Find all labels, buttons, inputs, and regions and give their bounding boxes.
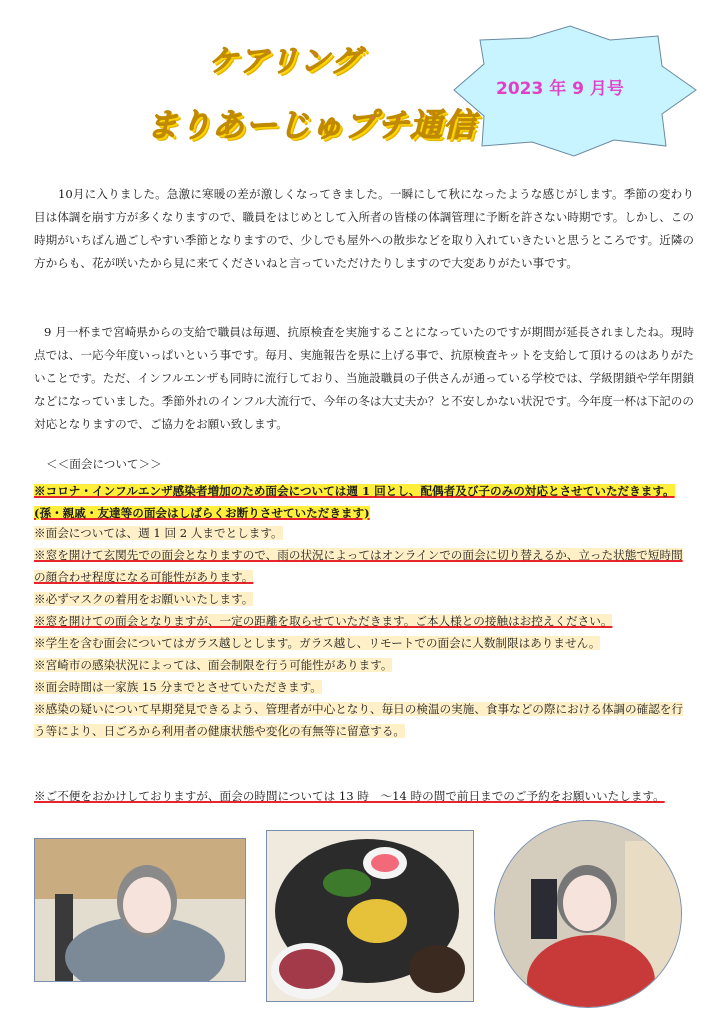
notice-text: ※コロナ・インフルエンザ感染者増加のため面会については週 1 回とし、配偶者及び子のみの対応とさせていただきます。(孫・親戚・友達等の面会はしばらくお断りさせていただきます): [34, 484, 675, 520]
resident-photo-1: [34, 838, 246, 982]
notice-covid-restriction: [34, 480, 694, 524]
antigen-paragraph: 9 月一杯まで宮崎県からの支給で職員は毎週、抗原検査を実施することになっていたのですが期間が延長されましたね。現時点では、一応今年度いっぱいという事です。毎月、実施報告を県に上げる事で、抗原検査キットを支給して頂けるのはありがたいことです。ただ、インフルエンザも同時に流行しており、当施設職員の子供さんが通っている学校では、学級閉鎖や学年閉鎖などになっていました。季節外れのインフル大流行で、今年の冬は大丈夫か？と不安しかない状況です。今年度一杯は下記のの対応となりますので、ご協力をお願い致します。: [34, 325, 694, 431]
resident-photo-1-drawing: [35, 839, 245, 981]
issue-date: 2023 年 9 月号: [496, 79, 624, 99]
resident-photo-2-drawing: [495, 821, 681, 1007]
resident-photo-2: [494, 820, 682, 1008]
notice-text: ※窓を開けての面会となりますが、一定の距離を取らせていただきます。ご本人様との接触はお控えください。: [34, 614, 613, 628]
notice-text: ※宮崎市の感染状況によっては、面会制限を行う可能性があります。: [34, 658, 393, 672]
newsletter-title-line2: まりあーじゅプチ通信: [146, 106, 477, 144]
notice-text: ※学生を含む面会についてはガラス越しとします。ガラス越し、リモートでの面会に人数制限はありません。: [34, 636, 601, 650]
reservation-text: ※ご不便をおかけしておりますが、面会の時間については 13 時 ～14 時の間で前日までのご予約をお願いいたします。: [34, 789, 665, 803]
meal-photo-drawing: [267, 831, 473, 1001]
notice-text: ※窓を開けて玄関先での面会となりますので、雨の状況によってはオンラインでの面会に切り替えるか、立った状態で短時間の顔合わせ程度になる可能性があります。: [34, 548, 683, 584]
notice-glass: [34, 632, 694, 654]
notice-distance: [34, 610, 694, 632]
intro-paragraph: 10月に入りました。急激に寒暖の差が激しくなってきました。一瞬にして秋になったような感じがします。季節の変わり目は体調を崩す方が多くなりますので、職員をはじめとして入所者の皆様の体調管理に予断を許さない時期です。しかし、この時期がいちばん過ごしやすい季節となりますので、少しでも屋外への散歩などを取り入れていきたいと思うところです。近隣の方からも、花が咲いたから見に来てくださいねと言っていただけたりしますので大変ありがたい事です。: [34, 187, 694, 270]
notice-city-status: [34, 654, 694, 676]
notice-weekly-limit: [34, 522, 694, 544]
meal-photo: [266, 830, 474, 1002]
notice-text: ※感染の疑いについて早期発見できるよう、管理者が中心となり、毎日の検温の実施、食事などの際における体調の確認を行う等により、日ごろから利用者の健康状態や変化の有無等に留意する。: [34, 702, 684, 738]
notice-infection-check: [34, 698, 694, 742]
visits-heading: ＜＜面会について＞＞: [46, 457, 162, 471]
reservation-note: [34, 786, 694, 807]
notice-time-limit: [34, 676, 694, 698]
notice-text: ※面会時間は一家族 15 分までとさせていただきます。: [34, 680, 322, 694]
newsletter-title-line1: ケアリング: [208, 44, 362, 79]
notice-entrance-window: [34, 544, 694, 588]
notice-mask: [34, 588, 694, 610]
notice-text: ※面会については、週 1 回 2 人までとします。: [34, 526, 283, 540]
notice-text: ※必ずマスクの着用をお願いいたします。: [34, 592, 254, 606]
